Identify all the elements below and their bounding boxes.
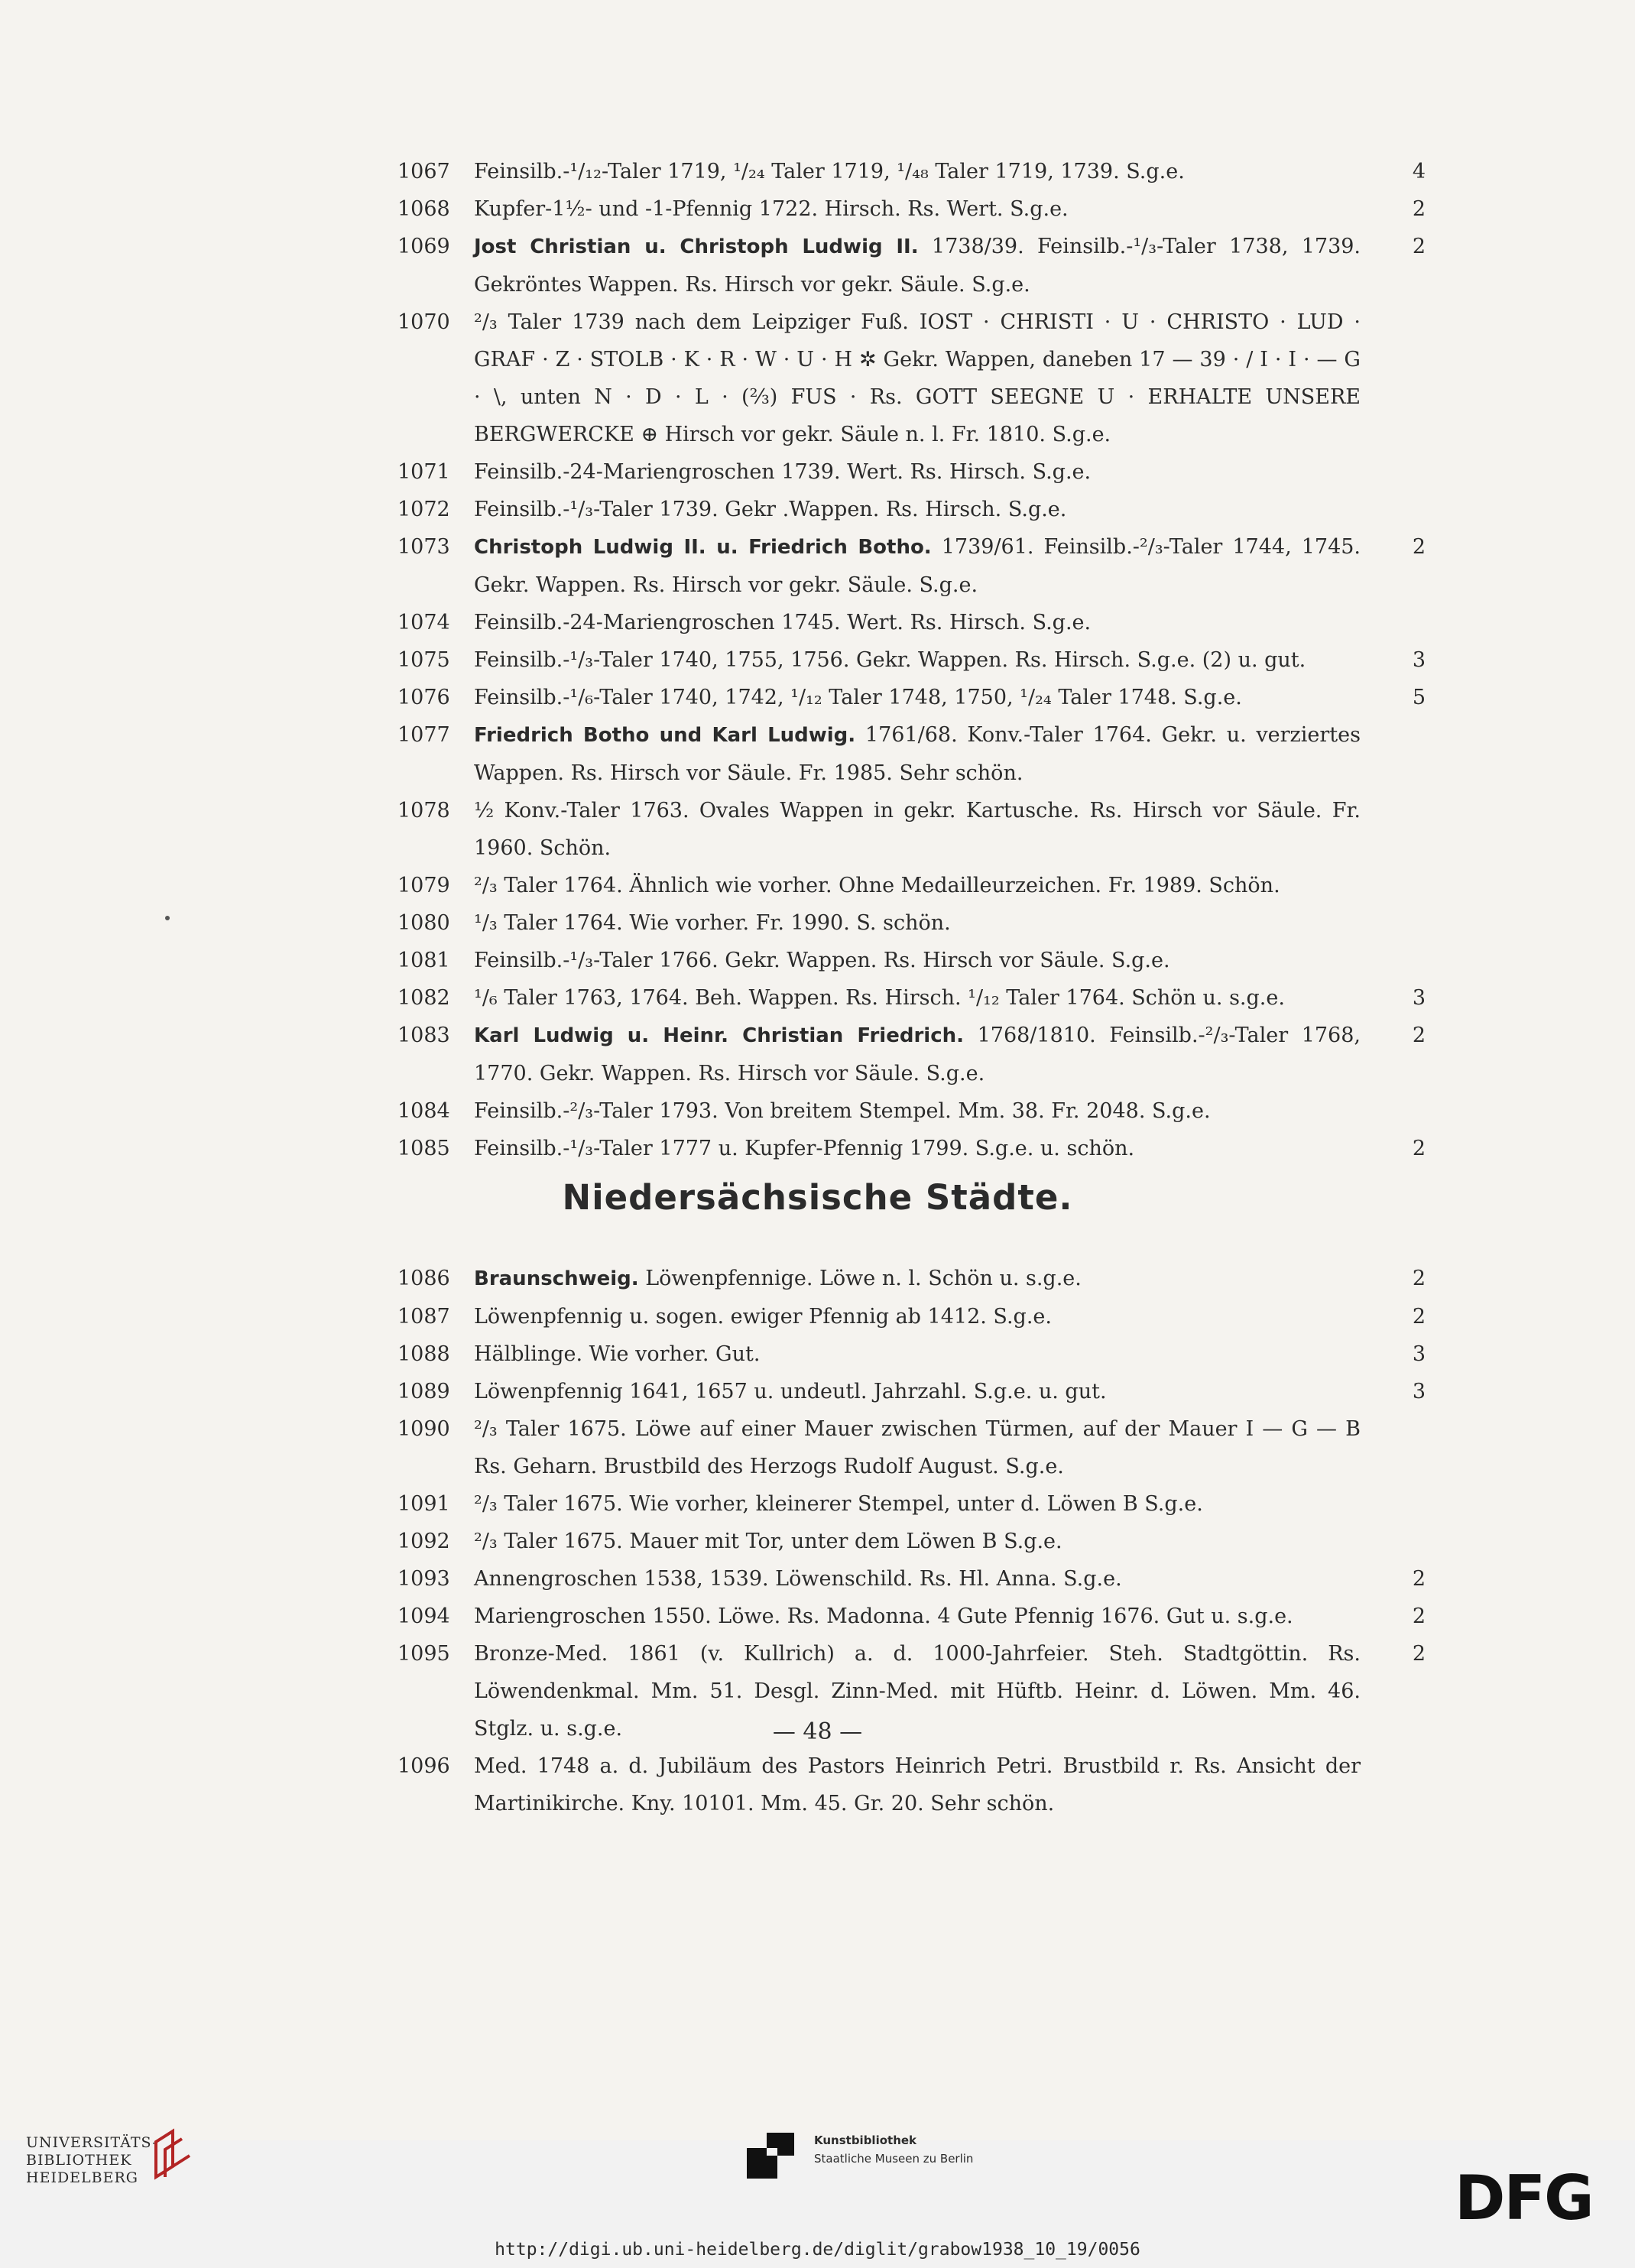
entry-text — [474, 867, 1361, 904]
entry-description: Feinsilb.-¹/₃-Taler 1777 u. Kupfer-Pfennig 1799. S.g.e. u. schön. — [474, 1137, 1135, 1160]
catalog-entry — [397, 1298, 1426, 1335]
entry-description: Feinsilb.-¹/₃-Taler 1740, 1755, 1756. Gekr. Wappen. Rs. Hirsch. S.g.e. (2) u. gut. — [474, 648, 1306, 672]
catalog-entry — [397, 1523, 1426, 1560]
entry-lot-count: 2 — [1412, 1567, 1426, 1591]
entry-description: Löwenpfennige. Löwe n. l. Schön u. s.g.e. — [638, 1267, 1082, 1290]
entry-text — [474, 792, 1361, 867]
section-title: Niedersächsische Städte. — [562, 1177, 1073, 1218]
entry-description: Bronze-Med. 1861 (v. Kullrich) a. d. 1000-Jahrfeier. Steh. Stadtgöttin. Rs. Löwendenkmal. Mm. 51. Desgl. Zinn-Med. mit Hüftb. Heinr. d. Löwen. Mm. 46. Stglz. u. s.g.e. — [474, 1642, 1361, 1741]
entry-lot-count: 3 — [1412, 986, 1426, 1010]
entry-text — [474, 190, 1361, 228]
entry-description: ²/₃ Taler 1675. Mauer mit Tor, unter dem Löwen B S.g.e. — [474, 1530, 1062, 1553]
catalog-entry — [397, 153, 1426, 190]
entry-number: 1087 — [397, 1305, 450, 1329]
entry-description: 1761/68. Konv.-Taler 1764. Gekr. u. verziertes Wappen. Rs. Hirsch vor Säule. Fr. 1985. Sehr schön. — [474, 723, 1361, 785]
catalog-entry — [397, 303, 1426, 453]
uni-line-3: HEIDELBERG — [26, 2169, 138, 2186]
entry-number: 1094 — [397, 1604, 450, 1628]
entry-lot-count: 2 — [1412, 1305, 1426, 1329]
entry-text — [474, 1485, 1361, 1523]
kunstbibliothek-text — [814, 2131, 973, 2168]
university-library-text — [26, 2134, 158, 2187]
entry-text — [474, 1092, 1361, 1130]
entry-text — [474, 1335, 1361, 1373]
entry-description: Feinsilb.-¹/₃-Taler 1739. Gekr .Wappen. Rs. Hirsch. S.g.e. — [474, 498, 1067, 521]
entry-lot-count: 3 — [1412, 1342, 1426, 1366]
catalog-entry — [397, 1130, 1426, 1167]
catalog-entry — [397, 1485, 1426, 1523]
entry-number: 1078 — [397, 799, 450, 823]
entry-description: ²/₃ Taler 1764. Ähnlich wie vorher. Ohne Medailleurzeichen. Fr. 1989. Schön. — [474, 874, 1280, 897]
catalog-entry — [397, 1373, 1426, 1410]
entry-text — [474, 1523, 1361, 1560]
entry-heading: Karl Ludwig u. Heinr. Christian Friedrich. — [474, 1024, 964, 1047]
catalog-entry — [397, 528, 1426, 604]
entry-text — [474, 228, 1361, 303]
entry-number: 1071 — [397, 460, 450, 484]
page-number: — 48 — — [772, 1718, 863, 1745]
entry-lot-count: 2 — [1412, 1642, 1426, 1666]
entry-description: Löwenpfennig u. sogen. ewiger Pfennig ab 1412. S.g.e. — [474, 1305, 1052, 1329]
entry-text — [474, 1130, 1361, 1167]
entry-heading: Jost Christian u. Christoph Ludwig II. — [474, 235, 919, 258]
entry-number: 1070 — [397, 310, 450, 334]
entry-text — [474, 1373, 1361, 1410]
entry-description: ²/₃ Taler 1675. Löwe auf einer Mauer zwischen Türmen, auf der Mauer I — G — B Rs. Geharn. Brustbild des Herzogs Rudolf August. S.g.e. — [474, 1417, 1361, 1478]
entry-description: 1739/61. Feinsilb.-²/₃-Taler 1744, 1745. Gekr. Wappen. Rs. Hirsch vor gekr. Säule. S.g.e. — [474, 535, 1361, 597]
entry-description: Feinsilb.-24-Mariengroschen 1745. Wert. Rs. Hirsch. S.g.e. — [474, 611, 1092, 634]
entry-number: 1090 — [397, 1417, 450, 1441]
entry-heading: Friedrich Botho und Karl Ludwig. — [474, 724, 856, 747]
catalog-entry — [397, 491, 1426, 528]
entry-number: 1082 — [397, 986, 450, 1010]
kb-title: Kunstbibliothek — [814, 2133, 917, 2147]
entry-number: 1081 — [397, 949, 450, 972]
entry-description: Annengroschen 1538, 1539. Löwenschild. Rs. Hl. Anna. S.g.e. — [474, 1567, 1122, 1591]
entry-lot-count: 2 — [1412, 1024, 1426, 1047]
entry-number: 1096 — [397, 1754, 450, 1778]
entry-lot-count: 2 — [1412, 535, 1426, 559]
catalog-entry — [397, 228, 1426, 303]
entry-description: Kupfer-1½- und -1-Pfennig 1722. Hirsch. Rs. Wert. S.g.e. — [474, 197, 1069, 221]
entry-text — [474, 716, 1361, 792]
entry-number: 1072 — [397, 498, 450, 521]
catalog-entry — [397, 1092, 1426, 1130]
catalog-entry — [397, 1560, 1426, 1598]
entry-lot-count: 4 — [1412, 160, 1426, 183]
entry-number: 1095 — [397, 1642, 450, 1666]
entry-lot-count: 2 — [1412, 1604, 1426, 1628]
entry-heading: Braunschweig. — [474, 1267, 639, 1290]
entry-description: Feinsilb.-¹/₆-Taler 1740, 1742, ¹/₁₂ Taler 1748, 1750, ¹/₂₄ Taler 1748. S.g.e. — [474, 686, 1242, 709]
entry-number: 1080 — [397, 911, 450, 935]
entry-description: Feinsilb.-24-Mariengroschen 1739. Wert. Rs. Hirsch. S.g.e. — [474, 460, 1092, 484]
kunstbibliothek-logo-icon — [747, 2133, 797, 2183]
entry-text — [474, 1298, 1361, 1335]
entry-text — [474, 1260, 1361, 1298]
entry-description: ²/₃ Taler 1675. Wie vorher, kleinerer Stempel, unter d. Löwen B S.g.e. — [474, 1492, 1203, 1516]
entry-number: 1067 — [397, 160, 450, 183]
entry-number: 1089 — [397, 1380, 450, 1403]
catalog-entry — [397, 1260, 1426, 1298]
catalog-entry — [397, 979, 1426, 1017]
entry-text — [474, 641, 1361, 679]
catalog-entry — [397, 604, 1426, 641]
entry-description: Mariengroschen 1550. Löwe. Rs. Madonna. 4 Gute Pfennig 1676. Gut u. s.g.e. — [474, 1604, 1293, 1628]
entry-text — [474, 1017, 1361, 1092]
entry-number: 1069 — [397, 235, 450, 258]
catalog-entry — [397, 1335, 1426, 1373]
entry-number: 1086 — [397, 1267, 450, 1290]
entry-number: 1085 — [397, 1137, 450, 1160]
entry-description: ¹/₃ Taler 1764. Wie vorher. Fr. 1990. S. schön. — [474, 911, 951, 935]
entry-number: 1092 — [397, 1530, 450, 1553]
source-url-link[interactable]: http://digi.ub.uni-heidelberg.de/diglit/grabow1938_10_19/0056 — [495, 2240, 1140, 2260]
entry-text — [474, 679, 1361, 716]
entry-lot-count: 2 — [1412, 1137, 1426, 1160]
university-logo-icon — [150, 2128, 199, 2182]
entry-number: 1074 — [397, 611, 450, 634]
catalog-entry — [397, 942, 1426, 979]
entry-lot-count: 2 — [1412, 235, 1426, 258]
speck-mark — [165, 916, 170, 920]
kb-subtitle: Staatliche Museen zu Berlin — [814, 2152, 974, 2166]
uni-line-2: BIBLIOTHEK — [26, 2152, 132, 2169]
catalog-entry — [397, 1017, 1426, 1092]
entry-description: Med. 1748 a. d. Jubiläum des Pastors Heinrich Petri. Brustbild r. Rs. Ansicht der Martinikirche. Kny. 10101. Mm. 45. Gr. 20. Sehr schön. — [474, 1754, 1361, 1815]
entry-number: 1088 — [397, 1342, 450, 1366]
catalog-entry — [397, 190, 1426, 228]
entry-text — [474, 453, 1361, 491]
entry-number: 1068 — [397, 197, 450, 221]
entry-lot-count: 2 — [1412, 197, 1426, 221]
entry-text — [474, 528, 1361, 604]
entry-text — [474, 1747, 1361, 1822]
entry-lot-count: 3 — [1412, 648, 1426, 672]
entry-lot-count: 3 — [1412, 1380, 1426, 1403]
entry-text — [474, 979, 1361, 1017]
catalog-entry — [397, 641, 1426, 679]
entry-description: ¹/₆ Taler 1763, 1764. Beh. Wappen. Rs. Hirsch. ¹/₁₂ Taler 1764. Schön u. s.g.e. — [474, 986, 1285, 1010]
catalog-entry — [397, 1598, 1426, 1635]
entry-number: 1083 — [397, 1024, 450, 1047]
entry-text — [474, 1560, 1361, 1598]
entry-number: 1076 — [397, 686, 450, 709]
entry-description: ½ Konv.-Taler 1763. Ovales Wappen in gekr. Kartusche. Rs. Hirsch vor Säule. Fr. 1960. Schön. — [474, 799, 1361, 860]
entry-number: 1075 — [397, 648, 450, 672]
entry-description: Feinsilb.-²/₃-Taler 1793. Von breitem Stempel. Mm. 38. Fr. 2048. S.g.e. — [474, 1099, 1211, 1123]
catalog-entry — [397, 679, 1426, 716]
entry-description: Feinsilb.-¹/₃-Taler 1766. Gekr. Wappen. Rs. Hirsch vor Säule. S.g.e. — [474, 949, 1170, 972]
entry-number: 1091 — [397, 1492, 450, 1516]
dfg-logo: DFG — [1455, 2163, 1593, 2234]
entry-text — [474, 904, 1361, 942]
entry-description: Feinsilb.-¹/₁₂-Taler 1719, ¹/₂₄ Taler 1719, ¹/₄₈ Taler 1719, 1739. S.g.e. — [474, 160, 1185, 183]
entry-lot-count: 2 — [1412, 1267, 1426, 1290]
entry-number: 1073 — [397, 535, 450, 559]
catalog-entry — [397, 904, 1426, 942]
catalog-entry — [397, 792, 1426, 867]
entry-number: 1084 — [397, 1099, 450, 1123]
entry-description: Löwenpfennig 1641, 1657 u. undeutl. Jahrzahl. S.g.e. u. gut. — [474, 1380, 1107, 1403]
catalog-entry — [397, 867, 1426, 904]
entry-text — [474, 1410, 1361, 1485]
catalog-entry — [397, 716, 1426, 792]
uni-line-1: UNIVERSITÄTS- — [26, 2134, 158, 2151]
catalog-entry — [397, 453, 1426, 491]
entry-heading: Christoph Ludwig II. u. Friedrich Botho. — [474, 536, 932, 559]
entry-text — [474, 303, 1361, 453]
entry-description: ²/₃ Taler 1739 nach dem Leipziger Fuß. IOST · CHRISTI · U · CHRISTO · LUD · GRAF · Z · STOLB · K · R · W · U · H ✲ Gekr. Wappen, daneben 17 — 39 · / I · I · — G · \, unten N · D · L · (⅔) FUS · Rs. GOTT SEEGNE U · ERHALTE UNSERE BERGWERCKE ⊕ Hirsch vor gekr. Säule n. l. Fr. 1810. S.g.e. — [474, 310, 1361, 446]
catalog-entry — [397, 1410, 1426, 1485]
entry-number: 1077 — [397, 723, 450, 747]
entry-text — [474, 942, 1361, 979]
entry-description: 1738/39. Feinsilb.-¹/₃-Taler 1738, 1739. Gekröntes Wappen. Rs. Hirsch vor gekr. Säule. S.g.e. — [474, 235, 1361, 297]
entry-text — [474, 604, 1361, 641]
entry-number: 1093 — [397, 1567, 450, 1591]
entry-lot-count: 5 — [1412, 686, 1426, 709]
entry-text — [474, 153, 1361, 190]
entry-description: Hälblinge. Wie vorher. Gut. — [474, 1342, 761, 1366]
entry-number: 1079 — [397, 874, 450, 897]
entry-description: 1768/1810. Feinsilb.-²/₃-Taler 1768, 1770. Gekr. Wappen. Rs. Hirsch vor Säule. S.g.e. — [474, 1024, 1361, 1085]
entry-text — [474, 491, 1361, 528]
catalog-entry — [397, 1747, 1426, 1822]
entry-text — [474, 1598, 1361, 1635]
